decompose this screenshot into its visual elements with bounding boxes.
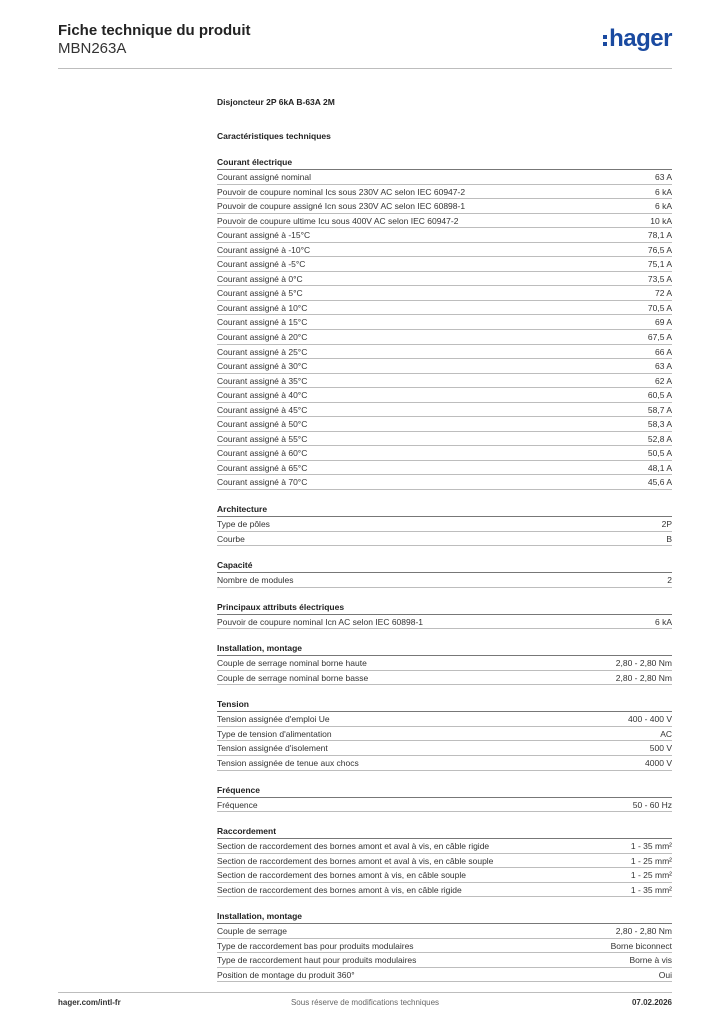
spec-row xyxy=(217,968,672,983)
spec-value: 66 A xyxy=(654,346,672,357)
spec-label: Courbe xyxy=(217,533,245,544)
spec-value: 1 - 35 mm² xyxy=(630,841,672,852)
spec-row xyxy=(217,345,672,360)
spec-section xyxy=(217,600,672,630)
spec-label: Tension assignée d'isolement xyxy=(217,743,328,754)
spec-label: Courant assigné à 5°C xyxy=(217,288,303,299)
spec-value: 2,80 - 2,80 Nm xyxy=(615,926,672,937)
spec-value: 75,1 A xyxy=(647,259,672,270)
spec-value: 45,6 A xyxy=(647,477,672,488)
spec-value: 63 A xyxy=(654,172,672,182)
spec-row xyxy=(217,417,672,432)
spec-label: Courant assigné à 35°C xyxy=(217,375,308,386)
spec-label: Courant assigné à -10°C xyxy=(217,244,311,255)
spec-value: 70,5 A xyxy=(647,302,672,313)
spec-row xyxy=(217,839,672,854)
spec-label: Courant assigné à 55°C xyxy=(217,433,308,444)
section-title: Tension xyxy=(217,697,672,712)
spec-row xyxy=(217,359,672,374)
spec-value: 72 A xyxy=(654,288,672,299)
spec-value: 1 - 25 mm² xyxy=(630,855,672,866)
spec-label: Courant assigné à 40°C xyxy=(217,390,308,401)
spec-label: Courant assigné à 25°C xyxy=(217,346,308,357)
page-header xyxy=(58,22,672,69)
spec-value: 67,5 A xyxy=(647,332,672,343)
spec-row xyxy=(217,868,672,883)
spec-value: 76,5 A xyxy=(647,244,672,255)
spec-value: 78,1 A xyxy=(647,230,672,241)
spec-value: AC xyxy=(660,728,672,739)
spec-label: Section de raccordement des bornes amont et aval à vis, en câble rigide xyxy=(217,841,490,852)
spec-value: 60,5 A xyxy=(647,390,672,401)
footer-disclaimer: Sous réserve de modifications techniques xyxy=(290,998,440,1007)
spec-label: Nombre de modules xyxy=(217,575,294,586)
spec-row xyxy=(217,228,672,243)
spec-row xyxy=(217,214,672,229)
spec-section xyxy=(217,909,672,982)
spec-row xyxy=(217,756,672,771)
spec-value: 2,80 - 2,80 Nm xyxy=(615,672,672,683)
spec-row xyxy=(217,403,672,418)
spec-value: 58,7 A xyxy=(647,404,672,415)
document-title: Fiche technique du produit xyxy=(58,22,251,39)
spec-section xyxy=(217,641,672,685)
spec-row xyxy=(217,170,672,185)
spec-label: Courant assigné à 50°C xyxy=(217,419,308,430)
logo-text: hager xyxy=(609,25,672,52)
spec-label: Couple de serrage nominal borne basse xyxy=(217,672,369,683)
spec-label: Courant assigné à 10°C xyxy=(217,302,308,313)
spec-label: Courant assigné à 15°C xyxy=(217,317,308,328)
spec-label: Courant assigné à 20°C xyxy=(217,332,308,343)
section-title: Installation, montage xyxy=(217,909,672,924)
spec-value: 52,8 A xyxy=(647,433,672,444)
spec-section xyxy=(217,697,672,770)
spec-row xyxy=(217,301,672,316)
spec-value: 2,80 - 2,80 Nm xyxy=(615,658,672,669)
spec-value: 2 xyxy=(667,575,672,586)
spec-row xyxy=(217,883,672,898)
spec-value: 1 - 25 mm² xyxy=(630,870,672,881)
spec-value: 63 A xyxy=(654,361,672,372)
spec-row xyxy=(217,315,672,330)
spec-section xyxy=(217,783,672,813)
spec-row xyxy=(217,517,672,532)
spec-label: Type de raccordement bas pour produits modulaires xyxy=(217,940,414,951)
spec-label: Type de pôles xyxy=(217,519,270,530)
spec-value: Oui xyxy=(658,969,672,980)
spec-value: 2P xyxy=(661,519,672,530)
section-title: Fréquence xyxy=(217,783,672,798)
spec-label: Couple de serrage nominal borne haute xyxy=(217,658,367,669)
spec-section xyxy=(217,155,672,490)
spec-row xyxy=(217,243,672,258)
spec-section xyxy=(217,502,672,546)
spec-label: Courant assigné à 70°C xyxy=(217,477,308,488)
spec-value: 50 - 60 Hz xyxy=(632,799,672,810)
spec-row xyxy=(217,330,672,345)
spec-label: Section de raccordement des bornes amont à vis, en câble souple xyxy=(217,870,467,881)
spec-row xyxy=(217,257,672,272)
spec-value: 500 V xyxy=(649,743,672,754)
spec-value: 62 A xyxy=(654,375,672,386)
section-title: Principaux attributs électriques xyxy=(217,600,672,615)
spec-label: Position de montage du produit 360° xyxy=(217,969,355,980)
spec-row xyxy=(217,199,672,214)
product-name: Disjoncteur 2P 6kA B-63A 2M xyxy=(217,97,335,107)
spec-label: Tension assignée de tenue aux chocs xyxy=(217,757,359,768)
spec-row xyxy=(217,374,672,389)
spec-label: Type de tension d'alimentation xyxy=(217,728,332,739)
spec-value: 6 kA xyxy=(654,201,672,212)
spec-label: Couple de serrage xyxy=(217,926,287,937)
spec-label: Tension assignée d'emploi Ue xyxy=(217,714,330,725)
spec-row xyxy=(217,185,672,200)
spec-label: Courant assigné à 65°C xyxy=(217,462,308,473)
spec-value: 10 kA xyxy=(650,215,672,226)
spec-label: Courant assigné à -5°C xyxy=(217,259,306,270)
spec-label: Pouvoir de coupure ultime Icu sous 400V AC selon IEC 60947-2 xyxy=(217,215,459,226)
product-reference: MBN263A xyxy=(58,40,127,57)
spec-row xyxy=(217,854,672,869)
spec-row xyxy=(217,939,672,954)
section-title: Installation, montage xyxy=(217,641,672,656)
spec-label: Pouvoir de coupure assigné Icn sous 230V AC selon IEC 60898-1 xyxy=(217,201,466,212)
spec-row xyxy=(217,727,672,742)
section-title: Capacité xyxy=(217,558,672,573)
spec-row xyxy=(217,446,672,461)
spec-row xyxy=(217,741,672,756)
spec-value: 1 - 35 mm² xyxy=(630,884,672,895)
logo-dots-icon xyxy=(603,35,607,46)
section-title: Architecture xyxy=(217,502,672,517)
spec-row xyxy=(217,475,672,490)
spec-label: Courant assigné à -15°C xyxy=(217,230,311,241)
spec-row xyxy=(217,532,672,547)
spec-label: Section de raccordement des bornes amont à vis, en câble rigide xyxy=(217,884,462,895)
spec-row xyxy=(217,573,672,588)
spec-row xyxy=(217,712,672,727)
spec-value: 50,5 A xyxy=(647,448,672,459)
spec-heading: Caractéristiques techniques xyxy=(217,131,331,141)
section-title: Courant électrique xyxy=(217,155,672,170)
spec-content xyxy=(217,95,672,982)
footer-website-link[interactable]: hager.com/intl-fr xyxy=(58,998,121,1007)
spec-section xyxy=(217,824,672,897)
spec-section xyxy=(217,558,672,588)
spec-value: Borne biconnect xyxy=(610,940,672,951)
spec-value: 58,3 A xyxy=(647,419,672,430)
spec-sections xyxy=(217,155,672,982)
spec-row xyxy=(217,798,672,813)
spec-label: Courant assigné à 30°C xyxy=(217,361,308,372)
section-title: Raccordement xyxy=(217,824,672,839)
spec-row xyxy=(217,671,672,686)
spec-label: Courant assigné à 60°C xyxy=(217,448,308,459)
spec-row xyxy=(217,656,672,671)
spec-label: Type de raccordement haut pour produits modulaires xyxy=(217,955,417,966)
spec-value: 73,5 A xyxy=(647,273,672,284)
spec-value: B xyxy=(666,533,672,544)
spec-row xyxy=(217,924,672,939)
spec-row xyxy=(217,272,672,287)
spec-value: 6 kA xyxy=(654,186,672,197)
page-footer xyxy=(58,992,672,1012)
spec-label: Courant assigné à 0°C xyxy=(217,273,303,284)
spec-row xyxy=(217,615,672,630)
hager-logo xyxy=(603,26,672,52)
spec-row xyxy=(217,286,672,301)
spec-row xyxy=(217,432,672,447)
spec-value: 4000 V xyxy=(645,757,672,768)
spec-label: Pouvoir de coupure nominal Icn AC selon IEC 60898-1 xyxy=(217,616,424,627)
spec-value: Borne à vis xyxy=(629,955,672,966)
spec-value: 400 - 400 V xyxy=(628,714,672,725)
spec-label: Section de raccordement des bornes amont et aval à vis, en câble souple xyxy=(217,855,494,866)
spec-row xyxy=(217,388,672,403)
spec-value: 6 kA xyxy=(654,616,672,627)
spec-label: Fréquence xyxy=(217,799,258,810)
spec-value: 69 A xyxy=(654,317,672,328)
spec-row xyxy=(217,461,672,476)
spec-row xyxy=(217,953,672,968)
spec-value: 48,1 A xyxy=(647,462,672,473)
footer-date: 07.02.2026 xyxy=(631,998,672,1007)
spec-label: Courant assigné nominal xyxy=(217,172,312,182)
spec-label: Pouvoir de coupure nominal Ics sous 230V AC selon IEC 60947-2 xyxy=(217,186,466,197)
spec-label: Courant assigné à 45°C xyxy=(217,404,308,415)
